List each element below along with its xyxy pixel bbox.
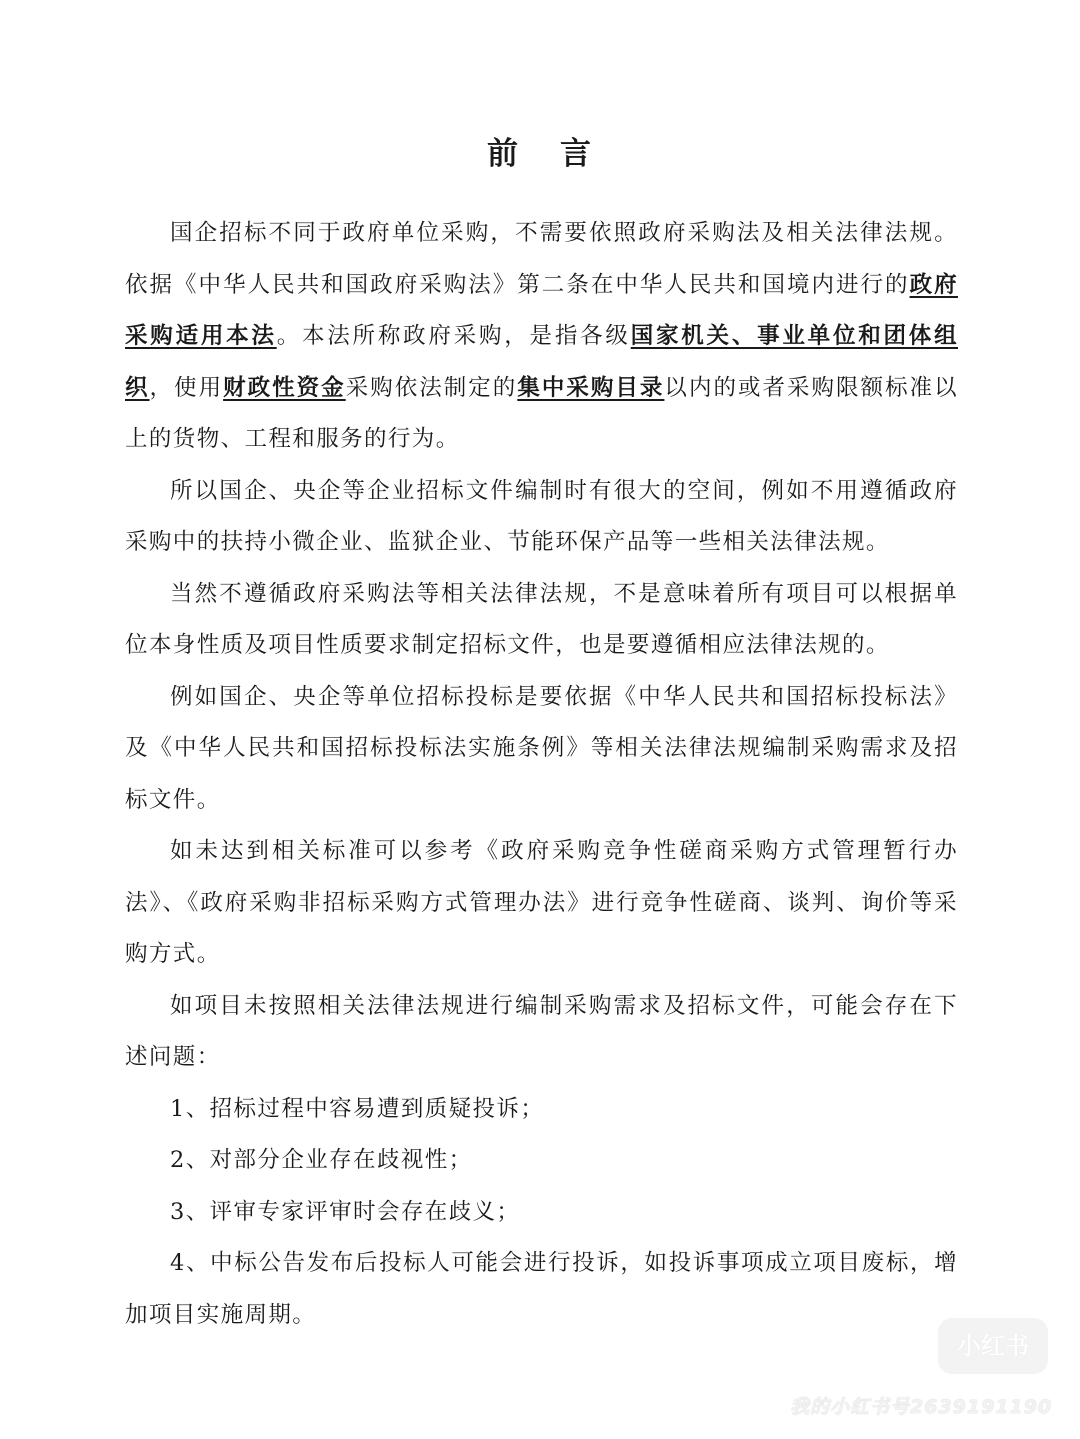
paragraph-1-text-2: 。本法所称政府采购，是指各级 xyxy=(276,323,631,349)
list-item: 1、招标过程中容易遭到质疑投诉； xyxy=(170,1095,545,1122)
paragraph-6: 如项目未按照相关法律法规进行编制采购需求及招标文件，可能会存在下述问题： xyxy=(125,992,958,1070)
emphasis-state-organs: 国家机关、事业单位和团体组织 xyxy=(125,323,958,401)
paragraph-1 xyxy=(125,208,958,466)
paragraph-2: 所以国企、央企等企业招标文件编制时有很大的空间，例如不用遵循政府采购中的扶持小微企业、监狱企业、节能环保产品等一些相关法律法规。 xyxy=(125,477,958,555)
title-char-1: 前 xyxy=(487,136,520,172)
paragraph-5: 如未达到相关标准可以参考《政府采购竞争性磋商采购方式管理暂行办法》、《政府采购非招标采购方式管理办法》进行竞争性磋商、谈判、询价等采购方式。 xyxy=(125,838,958,967)
list-item: 2、对部分企业存在歧视性； xyxy=(170,1147,473,1173)
watermark-text: 我的小红书号2639191190 xyxy=(790,1396,1053,1418)
emphasis-government-procurement: 政府采购适用本法 xyxy=(125,271,958,349)
paragraph-1-text-1: 国企招标不同于政府单位采购，不需要依照政府采购法及相关法律法规。依据《中华人民共和国政府采购法》第二条在中华人民共和国境内进行的 xyxy=(125,220,958,298)
paragraph-3: 当然不遵循政府采购法等相关法律法规，不是意味着所有项目可以根据单位本身性质及项目性质要求制定招标文件，也是要遵循相应法律法规的。 xyxy=(125,580,958,658)
paragraph-1-text-4: 采购依法制定的 xyxy=(345,374,518,401)
paragraph-1-text-5: 以内的或者采购限额标准以上的货物、工程和服务的行为。 xyxy=(125,374,959,452)
list-item: 4、中标公告发布后投标人可能会进行投诉，如投诉事项成立项目废标，增加项目实施周期。 xyxy=(125,1250,958,1328)
emphasis-fiscal-funds: 财政性资金 xyxy=(223,374,346,401)
document-body xyxy=(125,208,958,1341)
paragraph-4: 例如国企、央企等单位招标投标是要依据《中华人民共和国招标投标法》及《中华人民共和国招标投标法实施条例》等相关法律法规编制采购需求及招标文件。 xyxy=(125,683,958,813)
emphasis-centralized-catalog: 集中采购目录 xyxy=(517,374,665,401)
title-char-2: 言 xyxy=(560,136,593,172)
page-title xyxy=(0,128,1080,173)
list-item: 3、评审专家评审时会存在歧义； xyxy=(170,1198,521,1225)
paragraph-1-text-3: ，使用 xyxy=(149,374,224,401)
watermark-logo: 小红书 xyxy=(938,1318,1048,1374)
